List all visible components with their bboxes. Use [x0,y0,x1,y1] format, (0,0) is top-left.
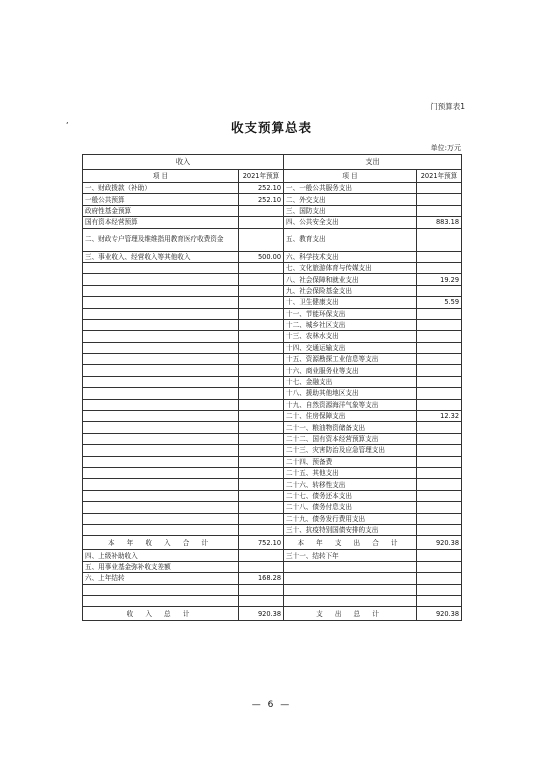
income-value [239,285,284,296]
expense-item [284,584,417,595]
income-item: 五、用事业基金弥补收支差额 [83,561,239,572]
expense-header: 支出 [284,155,462,170]
expense-item: 二十六、转移性支出 [284,479,417,490]
expense-item: 二十四、预备费 [284,456,417,467]
table-row [83,376,462,387]
expense-item: 十六、商业服务业等支出 [284,365,417,376]
expense-value [417,422,462,433]
income-value [239,308,284,319]
income-value [239,513,284,524]
income-value [239,319,284,330]
income-item: 六、上年结转 [83,573,239,584]
income-item [83,584,239,595]
income-item [83,422,239,433]
income-item [83,376,239,387]
income-value [239,354,284,365]
expense-value [417,205,462,216]
expense-value [417,433,462,444]
income-item [83,467,239,478]
income-value [239,561,284,572]
expense-value [417,524,462,535]
expense-item: 十七、金融支出 [284,376,417,387]
expense-value [417,456,462,467]
expense-item: 十、卫生健康支出 [284,297,417,308]
table-row [83,550,462,561]
income-item [83,456,239,467]
expense-item: 二十、住房保障支出 [284,411,417,422]
income-item [83,445,239,456]
table-row [83,595,462,606]
table-row [83,183,462,194]
income-value [239,205,284,216]
expense-total-label: 本 年 支 出 合 计 [284,536,417,550]
table-row [83,573,462,584]
income-value [239,331,284,342]
column-header-row [83,170,462,183]
income-value: 500.00 [239,251,284,262]
table-row [83,388,462,399]
income-item [83,297,239,308]
table-row [83,513,462,524]
income-value [239,411,284,422]
income-value [239,217,284,228]
expense-value [417,479,462,490]
income-item [83,411,239,422]
table-row [83,365,462,376]
income-value [239,524,284,535]
table-row [83,445,462,456]
year-total-row [83,536,462,550]
expense-value [417,388,462,399]
expense-value [417,513,462,524]
table-row [83,319,462,330]
income-value [239,490,284,501]
expense-value [417,251,462,262]
income-value [239,262,284,273]
expense-value [417,331,462,342]
income-total-value: 752.10 [239,536,284,550]
income-value [239,595,284,606]
income-item [83,354,239,365]
income-item [83,433,239,444]
grand-total-row [83,607,462,621]
expense-item: 十五、资源勘探工业信息等支出 [284,354,417,365]
table-row [83,308,462,319]
table-row [83,433,462,444]
expense-value [417,573,462,584]
table-row [83,422,462,433]
expense-item: 二、外交支出 [284,194,417,205]
table-row [83,194,462,205]
expense-value [417,365,462,376]
expense-value [417,308,462,319]
table-row [83,456,462,467]
expense-value [417,376,462,387]
table-row [83,285,462,296]
income-value [239,550,284,561]
income-value [239,502,284,513]
income-total-label: 本 年 收 入 合 计 [83,536,239,550]
income-value [239,274,284,285]
income-value [239,433,284,444]
document-label: 门预算表1 [430,102,465,111]
income-value: 252.10 [239,183,284,194]
table-row [83,524,462,535]
expense-item: 四、公共安全支出 [284,217,417,228]
income-item [83,274,239,285]
table-row [83,262,462,273]
expense-value [417,445,462,456]
income-value [239,422,284,433]
grand-expense-value: 920.38 [417,607,462,621]
income-value [239,228,284,251]
expense-item: 十四、交通运输支出 [284,342,417,353]
table-row [83,251,462,262]
expense-value [417,467,462,478]
income-item: 四、上级补助收入 [83,550,239,561]
income-item: 国有资本经营预算 [83,217,239,228]
income-item [83,513,239,524]
expense-total-value: 920.38 [417,536,462,550]
income-item [83,399,239,410]
income-item [83,595,239,606]
income-value: 168.28 [239,573,284,584]
income-budget-header: 2021年预算 [239,170,284,183]
expense-value [417,399,462,410]
expense-item: 九、社会保险基金支出 [284,285,417,296]
expense-item: 二十五、其他支出 [284,467,417,478]
income-value [239,297,284,308]
expense-value [417,319,462,330]
expense-value [417,584,462,595]
table-row [83,479,462,490]
page-number: — 6 — [251,700,292,710]
table-row [83,228,462,251]
expense-value [417,550,462,561]
income-item [83,524,239,535]
expense-item: 二十八、债务付息支出 [284,502,417,513]
expense-item: 十九、自然资源海洋气象等支出 [284,399,417,410]
income-item [83,388,239,399]
expense-item: 六、科学技术支出 [284,251,417,262]
expense-value [417,262,462,273]
income-value [239,342,284,353]
expense-item: 八、社会保障和就业支出 [284,274,417,285]
table-row [83,205,462,216]
income-item [83,490,239,501]
expense-item: 二十三、灾害防治及应急管理支出 [284,445,417,456]
table-row [83,274,462,285]
expense-budget-header: 2021年预算 [417,170,462,183]
expense-item: 七、文化旅游体育与传媒支出 [284,262,417,273]
expense-item: 十八、援助其他地区支出 [284,388,417,399]
expense-value: 883.18 [417,217,462,228]
expense-value: 19.29 [417,274,462,285]
income-item: 一、财政拨款（补助） [83,183,239,194]
expense-item [284,573,417,584]
table-row [83,467,462,478]
income-value [239,456,284,467]
expense-item: 三十一、结转下年 [284,550,417,561]
expense-item: 二十一、粮油物资储备支出 [284,422,417,433]
income-item [83,479,239,490]
income-value: 252.10 [239,194,284,205]
table-row [83,342,462,353]
income-item [83,502,239,513]
expense-item: 二十七、债务还本支出 [284,490,417,501]
expense-item [284,595,417,606]
income-value [239,388,284,399]
expense-item: 二十九、债务发行费用支出 [284,513,417,524]
grand-income-label: 收 入 总 计 [83,607,239,621]
income-item [83,285,239,296]
expense-item: 十二、城乡社区支出 [284,319,417,330]
grand-expense-label: 支 出 总 计 [284,607,417,621]
expense-value [417,183,462,194]
table-row [83,561,462,572]
income-item [83,262,239,273]
income-item-header: 项 目 [83,170,239,183]
grand-income-value: 920.38 [239,607,284,621]
income-item [83,342,239,353]
expense-item: 三、国防支出 [284,205,417,216]
expense-item: 一、一般公共服务支出 [284,183,417,194]
expense-value: 12.32 [417,411,462,422]
table-row [83,411,462,422]
income-item: 一般公共预算 [83,194,239,205]
income-value [239,399,284,410]
table-row [83,354,462,365]
income-item: 三、事业收入、经营收入等其他收入 [83,251,239,262]
table-row [83,297,462,308]
income-value [239,445,284,456]
expense-item: 二十二、国有资本经营预算支出 [284,433,417,444]
expense-item-header: 项 目 [284,170,417,183]
expense-value [417,228,462,251]
expense-value [417,490,462,501]
expense-value: 5.59 [417,297,462,308]
expense-item [284,561,417,572]
page-title: 收支预算总表 [230,120,312,135]
expense-item: 五、教育支出 [284,228,417,251]
table-row [83,584,462,595]
table-row [83,399,462,410]
income-header: 收入 [83,155,284,170]
budget-table [82,154,462,621]
section-header-row [83,155,462,170]
income-item [83,365,239,376]
income-value [239,376,284,387]
table-row [83,502,462,513]
income-item: 政府性基金预算 [83,205,239,216]
expense-value [417,502,462,513]
expense-item: 十一、节能环保支出 [284,308,417,319]
income-value [239,467,284,478]
expense-value [417,285,462,296]
income-item [83,308,239,319]
unit-label: 单位:万元 [430,144,461,152]
expense-item: 三十、抗疫特别国债安排的支出 [284,524,417,535]
table-row [83,490,462,501]
income-value [239,479,284,490]
page-mark: , [66,116,69,125]
income-item: 二、财政专户管理及维维指用教育医疗收费资金 [83,228,239,251]
income-item [83,331,239,342]
table-row [83,217,462,228]
expense-value [417,194,462,205]
table-row [83,331,462,342]
expense-value [417,595,462,606]
expense-item: 十三、农林水支出 [284,331,417,342]
income-item [83,319,239,330]
expense-value [417,561,462,572]
income-value [239,365,284,376]
expense-value [417,354,462,365]
expense-value [417,342,462,353]
income-value [239,584,284,595]
